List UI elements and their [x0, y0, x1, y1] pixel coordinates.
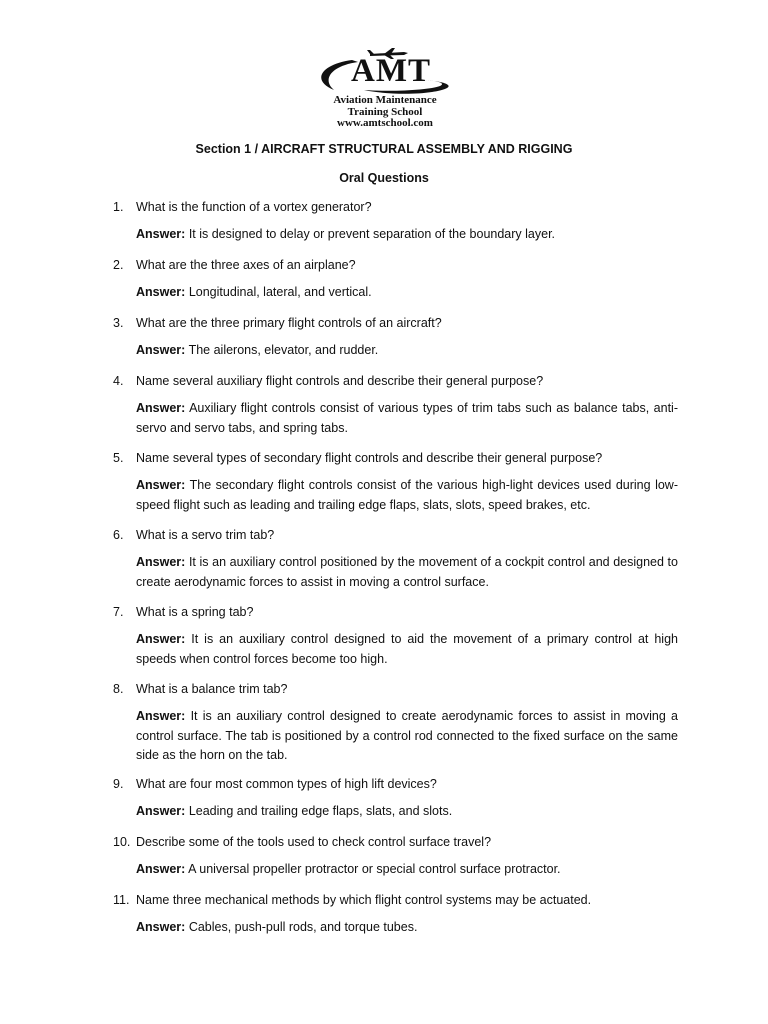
question-text: Describe some of the tools used to check control surface travel?	[136, 835, 492, 849]
answer-10	[136, 860, 678, 880]
answer-2	[136, 283, 678, 303]
answer-label: Answer:	[136, 555, 186, 569]
question-text: What is the function of a vortex generator?	[136, 200, 372, 214]
question-number: 6.	[113, 528, 124, 542]
logo-brand-text: AMT	[351, 53, 431, 89]
question-text: What is a spring tab?	[136, 605, 254, 619]
answer-6	[136, 553, 678, 592]
answer-text: Auxiliary flight controls consist of various types of trim tabs such as balance tabs, anti-servo and servo tabs, and spring tabs.	[136, 401, 678, 435]
answer-text: It is designed to delay or prevent separation of the boundary layer.	[188, 227, 556, 241]
question-number: 8.	[113, 682, 124, 696]
answer-7	[136, 630, 678, 669]
question-number: 4.	[113, 374, 124, 388]
answer-text: Cables, push-pull rods, and torque tubes.	[188, 920, 418, 934]
answer-1	[136, 225, 678, 245]
question-text: What is a servo trim tab?	[136, 528, 275, 542]
oral-questions-title: Oral Questions	[339, 171, 429, 185]
answer-text: Leading and trailing edge flaps, slats, and slots.	[188, 804, 453, 818]
logo-line-1: Aviation Maintenance	[333, 94, 437, 106]
answer-label: Answer:	[136, 862, 186, 876]
question-number: 1.	[113, 200, 124, 214]
answer-8	[136, 707, 678, 766]
logo-url: www.amtschool.com	[337, 117, 433, 129]
question-text: Name three mechanical methods by which flight control systems may be actuated.	[136, 893, 592, 907]
amt-logo	[312, 46, 458, 130]
question-number: 10.	[113, 835, 131, 849]
answer-label: Answer:	[136, 285, 186, 299]
answer-11	[136, 918, 678, 938]
answer-label: Answer:	[136, 478, 186, 492]
question-number: 5.	[113, 451, 124, 465]
question-text: What are the three axes of an airplane?	[136, 258, 356, 272]
question-number: 9.	[113, 777, 124, 791]
question-text: Name several types of secondary flight controls and describe their general purpose?	[136, 451, 603, 465]
question-text: What are the three primary flight controls of an aircraft?	[136, 316, 442, 330]
answer-text: It is an auxiliary control positioned by the movement of a cockpit control and designed to create aerodynamic forces to assist in moving a control surface.	[136, 555, 678, 589]
answer-text: The ailerons, elevator, and rudder.	[188, 343, 379, 357]
question-number: 11.	[113, 893, 130, 907]
answer-label: Answer:	[136, 804, 186, 818]
answer-label: Answer:	[136, 709, 186, 723]
answer-text: Longitudinal, lateral, and vertical.	[188, 285, 372, 299]
question-text: What is a balance trim tab?	[136, 682, 288, 696]
answer-label: Answer:	[136, 920, 186, 934]
section-title: Section 1 / AIRCRAFT STRUCTURAL ASSEMBLY AND RIGGING	[195, 142, 573, 156]
logo-line-2: Training School	[347, 106, 423, 118]
answer-text: A universal propeller protractor or special control surface protractor.	[188, 862, 561, 876]
question-text: Name several auxiliary flight controls and describe their general purpose?	[136, 374, 544, 388]
answer-text: The secondary flight controls consist of the various high-light devices used during low-speed flight such as leading and trailing edge flaps, slats, slots, speed brakes, etc.	[136, 478, 678, 512]
answer-label: Answer:	[136, 632, 186, 646]
answer-5	[136, 476, 678, 515]
answer-label: Answer:	[136, 401, 186, 415]
answer-label: Answer:	[136, 343, 186, 357]
answer-text: It is an auxiliary control designed to create aerodynamic forces to assist in moving a control surface. The tab is positioned by a control rod connected to the fixed surface on the same side as the horn on the tab.	[136, 709, 678, 762]
question-text: What are four most common types of high lift devices?	[136, 777, 437, 791]
question-number: 7.	[113, 605, 124, 619]
question-number: 2.	[113, 258, 124, 272]
answer-label: Answer:	[136, 227, 186, 241]
answer-4	[136, 399, 678, 438]
question-number: 3.	[113, 316, 124, 330]
answer-3	[136, 341, 678, 361]
answer-9	[136, 802, 678, 822]
answer-text: It is an auxiliary control designed to aid the movement of a primary control at high speeds when control forces become too high.	[136, 632, 678, 666]
